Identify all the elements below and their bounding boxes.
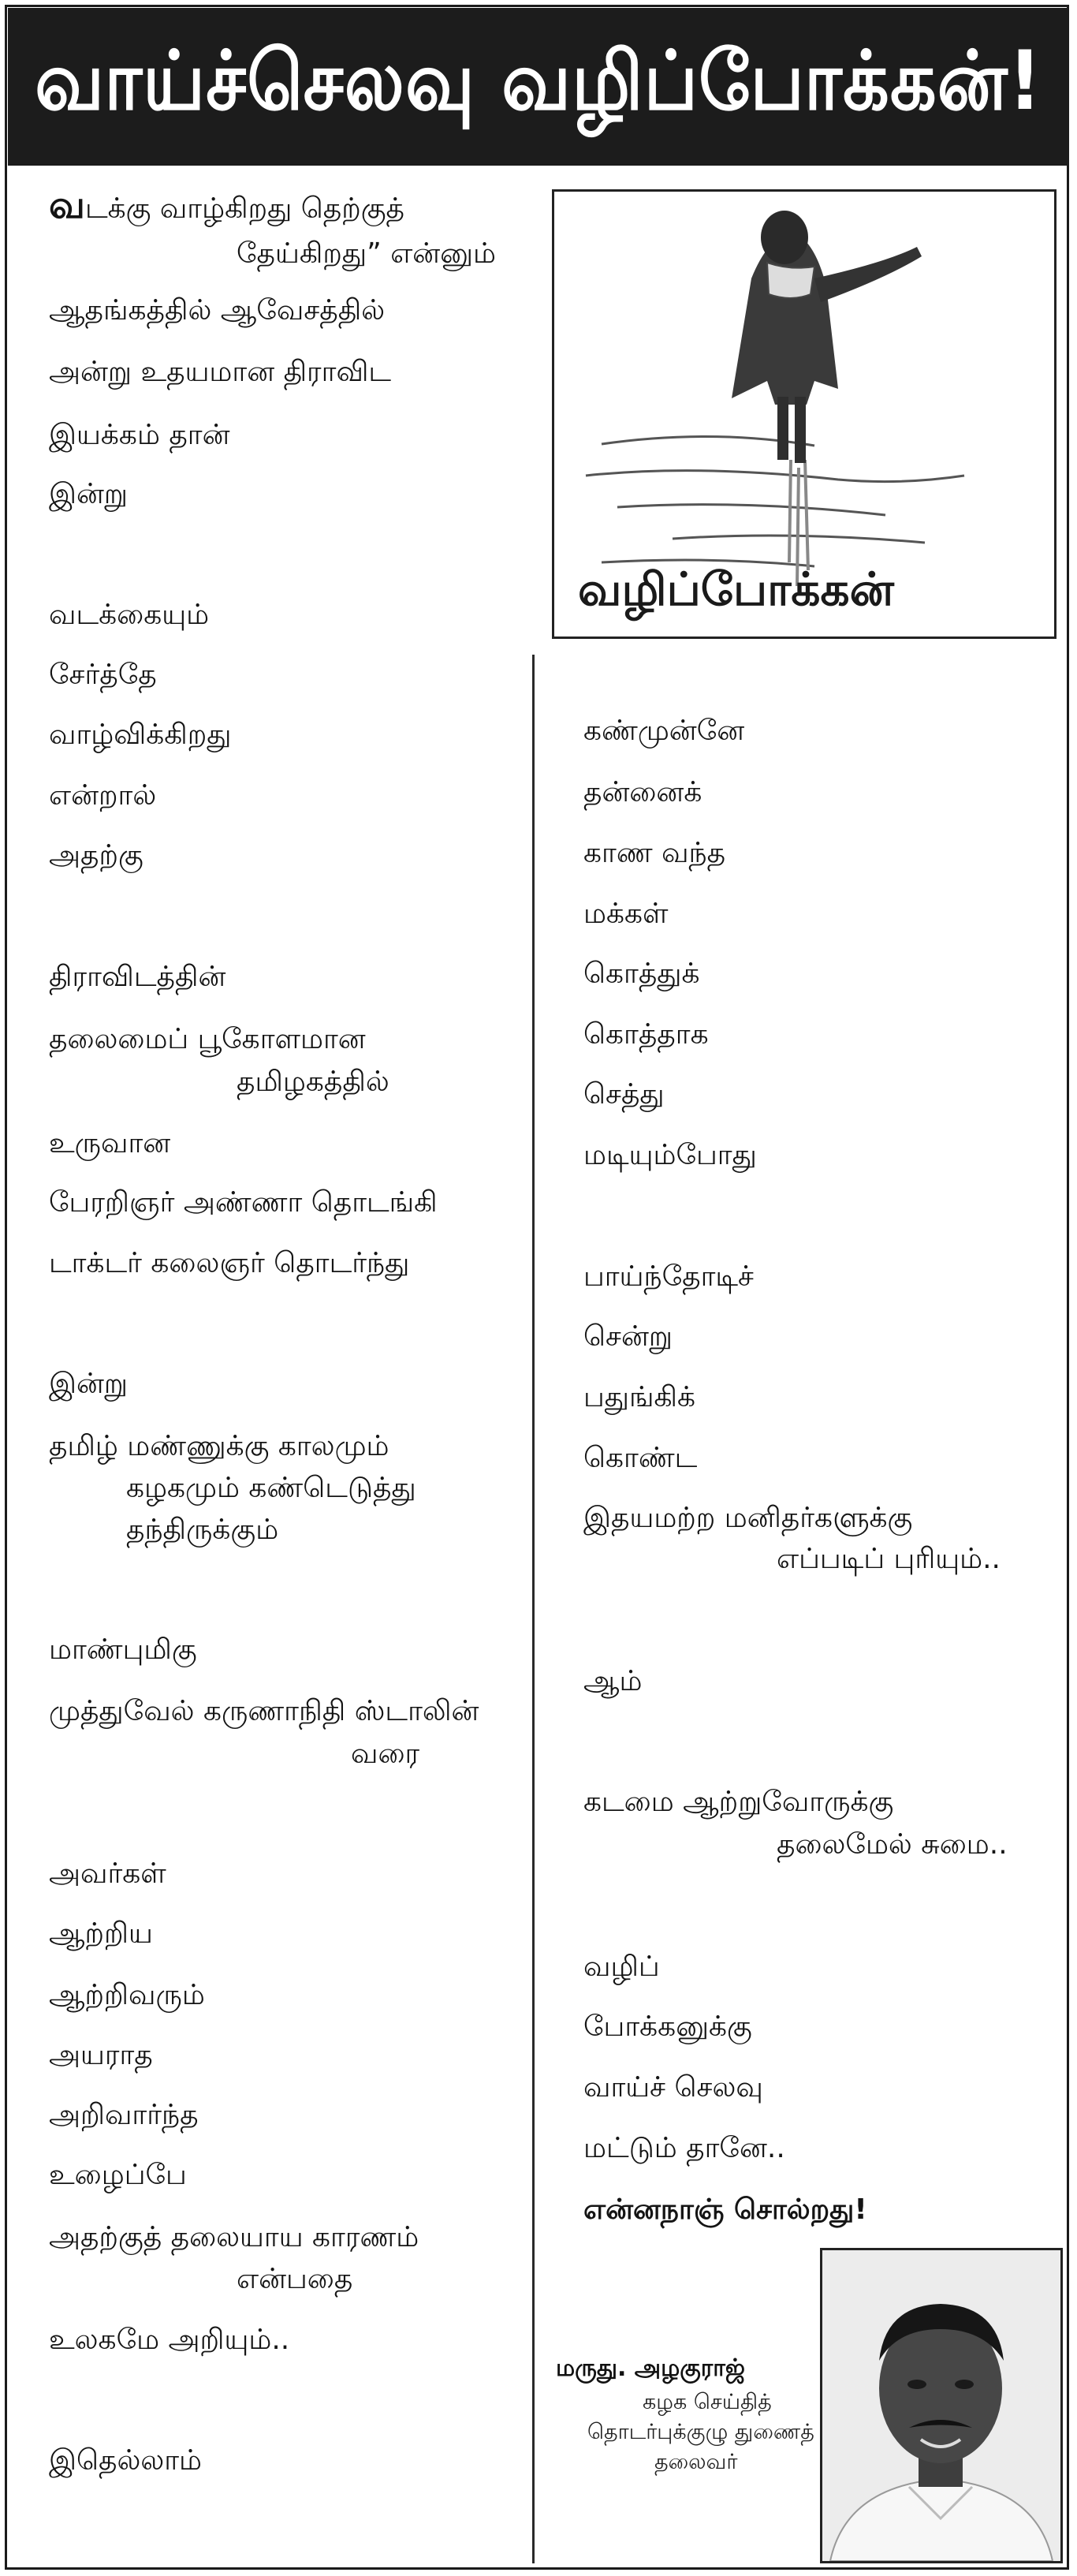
poem-line: கடமை ஆற்றுவோருக்கு: [583, 1786, 894, 1818]
poem-line: வடக்கையும்: [49, 599, 210, 631]
poem-line: உழைப்பே: [49, 2159, 187, 2191]
poem-line: போக்கனுக்கு: [583, 2010, 752, 2043]
poem-line: அயராத: [49, 2039, 153, 2071]
poem-line: அவர்கள்: [49, 1857, 166, 1890]
poem-line: தமிழகத்தில்: [237, 1066, 389, 1098]
poem-line: வழிப்: [583, 1951, 660, 1983]
poem-line: டாக்டர் கலைஞர் தொடர்ந்து: [49, 1247, 410, 1279]
poem-line: கண்முன்னே: [583, 715, 745, 747]
author-name: மருது. அழகுராஜ்: [556, 2354, 745, 2382]
author-role-line: கழக செய்தித்: [643, 2390, 772, 2414]
illustration-label: வழிப்போக்கன்: [578, 562, 894, 616]
headline-banner: [8, 8, 1069, 166]
poem-drop-letter: வ: [49, 183, 85, 227]
poem-line: [49, 183, 404, 227]
poem-line: வரை: [351, 1738, 420, 1770]
poem-line: மாண்புமிகு: [49, 1633, 197, 1666]
poem-line: ஆற்றிவரும்: [49, 1979, 205, 2011]
poem-line: மடியும்போது: [583, 1139, 757, 1171]
poem-line: கொண்ட: [583, 1442, 698, 1474]
poem-line: கொத்துக்: [583, 958, 700, 990]
poem-line: தேய்கிறது” என்னும்: [237, 237, 496, 270]
column-divider: [532, 655, 535, 2563]
poem-line: காண வந்த: [583, 837, 726, 869]
poem-line: ஆம்: [583, 1665, 643, 1697]
author-photo: [820, 2248, 1063, 2563]
poem-line: இன்று: [49, 478, 129, 510]
poem-line: கொத்தாக: [583, 1018, 709, 1051]
poem-line: என்றால்: [49, 779, 157, 812]
poem-closing-line: என்னநாஞ் சொல்றது!: [583, 2193, 867, 2226]
poem-line: இதயமற்ற மனிதர்களுக்கு: [583, 1502, 913, 1534]
poem-line-text: டக்கு வாழ்கிறது தெற்குத்: [84, 192, 404, 225]
author-portrait-icon: [822, 2250, 1060, 2561]
poem-line: வாழ்விக்கிறது: [49, 719, 232, 751]
poem-line: தன்னைக்: [583, 776, 702, 808]
poem-line: பாய்ந்தோடிச்: [583, 1260, 754, 1293]
poem-line: மட்டும் தானே..: [583, 2132, 785, 2164]
poem-line: மக்கள்: [583, 898, 669, 930]
author-role-line: தலைவர்: [654, 2450, 738, 2474]
poem-line: திராவிடத்தின்: [49, 961, 226, 993]
poem-line: இதெல்லாம்: [49, 2444, 203, 2477]
poem-line: பேரறிஞர் அண்ணா தொடங்கி: [49, 1186, 438, 1219]
poem-line: ஆற்றிய: [49, 1917, 153, 1950]
poem-line: அதற்கு: [49, 839, 143, 872]
poem-line: அறிவார்ந்த: [49, 2099, 199, 2131]
poem-line: அதற்குத் தலையாய காரணம்: [49, 2221, 419, 2253]
poem-line: பதுங்கிக்: [583, 1381, 696, 1413]
poem-line: சென்று: [583, 1320, 673, 1353]
author-role-line: தொடர்புக்குழு துணைத்: [587, 2420, 814, 2444]
poem-line: சேர்த்தே: [49, 659, 157, 691]
poem-line: கழகமும் கண்டெடுத்து: [126, 1472, 416, 1504]
poem-line: ஆதங்கத்தில் ஆவேசத்தில்: [49, 294, 386, 327]
poem-line: உருவான: [49, 1127, 171, 1159]
poem-line: வாய்ச் செலவு: [583, 2071, 763, 2104]
wanderer-illustration: [552, 189, 1057, 639]
poem-line: இன்று: [49, 1368, 129, 1400]
poem-line: முத்துவேல் கருணாநிதி ஸ்டாலின்: [49, 1695, 479, 1727]
poem-line: உலகமே அறியும்..: [49, 2324, 290, 2356]
poem-line: செத்து: [583, 1078, 665, 1111]
poem-line: தமிழ் மண்ணுக்கு காலமும்: [49, 1430, 389, 1462]
poem-line: தலைமைப் பூகோளமான: [49, 1023, 366, 1055]
poem-line: அன்று உதயமான திராவிட: [49, 356, 392, 388]
headline: வாய்ச்செலவு வழிப்போக்கன்!: [35, 33, 1042, 129]
poem-line: எப்படிப் புரியும்..: [777, 1543, 1001, 1575]
poem-line: என்பதை: [237, 2263, 353, 2295]
poem-line: தந்திருக்கும்: [126, 1514, 279, 1546]
poem-line: இயக்கம் தான்: [49, 419, 230, 451]
poem-line: தலைமேல் சுமை..: [777, 1828, 1008, 1861]
